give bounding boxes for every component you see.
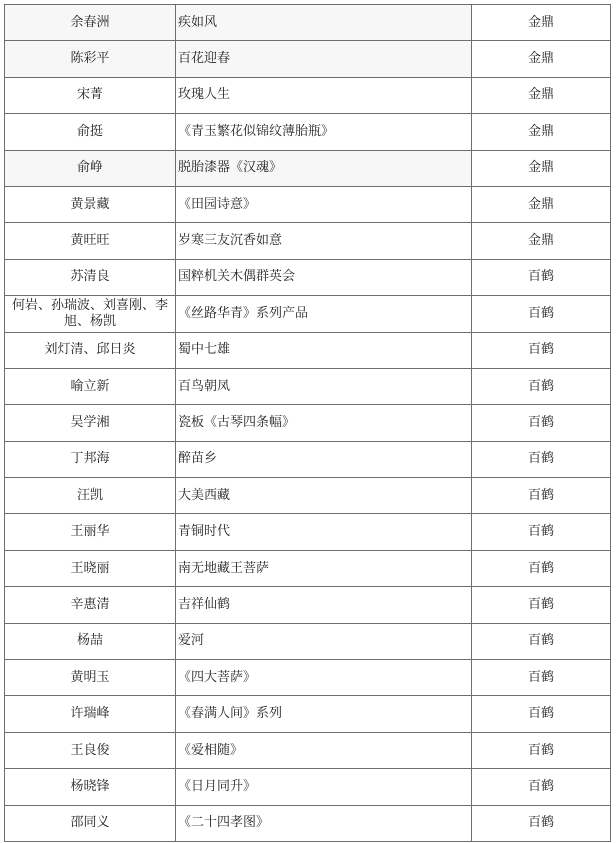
work-cell: 岁寒三友沉香如意 bbox=[176, 223, 472, 259]
work-cell: 百鸟朝凤 bbox=[176, 368, 472, 404]
name-cell: 吴学湘 bbox=[5, 405, 176, 441]
name-cell: 喻立新 bbox=[5, 368, 176, 404]
table-row bbox=[5, 696, 611, 732]
name-cell: 宋菁 bbox=[5, 77, 176, 113]
work-cell: 蜀中七雄 bbox=[176, 332, 472, 368]
award-cell: 百鹤 bbox=[472, 732, 611, 768]
table-row bbox=[5, 550, 611, 586]
name-cell: 黄旺旺 bbox=[5, 223, 176, 259]
table-row bbox=[5, 259, 611, 295]
work-cell: 醉苗乡 bbox=[176, 441, 472, 477]
table-row bbox=[5, 223, 611, 259]
work-cell: 南无地藏王菩萨 bbox=[176, 550, 472, 586]
table-row bbox=[5, 769, 611, 805]
work-cell: 《爱相随》 bbox=[176, 732, 472, 768]
table-row bbox=[5, 114, 611, 150]
name-cell: 汪凯 bbox=[5, 478, 176, 514]
award-cell: 百鹤 bbox=[472, 296, 611, 332]
name-cell: 许瑞峰 bbox=[5, 696, 176, 732]
table-row bbox=[5, 41, 611, 77]
name-cell: 邵同义 bbox=[5, 805, 176, 841]
award-cell: 百鹤 bbox=[472, 769, 611, 805]
award-cell: 百鹤 bbox=[472, 368, 611, 404]
award-cell: 百鹤 bbox=[472, 514, 611, 550]
award-cell: 金鼎 bbox=[472, 5, 611, 41]
award-cell: 金鼎 bbox=[472, 223, 611, 259]
name-cell: 王晓丽 bbox=[5, 550, 176, 586]
award-cell: 百鹤 bbox=[472, 587, 611, 623]
work-cell: 百花迎春 bbox=[176, 41, 472, 77]
name-cell: 辛惠清 bbox=[5, 587, 176, 623]
name-cell: 杨晓锋 bbox=[5, 769, 176, 805]
award-cell: 百鹤 bbox=[472, 623, 611, 659]
awards-table bbox=[4, 4, 611, 842]
name-cell: 丁邦海 bbox=[5, 441, 176, 477]
work-cell: 《春满人间》系列 bbox=[176, 696, 472, 732]
work-cell: 大美西藏 bbox=[176, 478, 472, 514]
award-cell: 百鹤 bbox=[472, 405, 611, 441]
table-row bbox=[5, 587, 611, 623]
name-cell: 苏清良 bbox=[5, 259, 176, 295]
work-cell: 《田园诗意》 bbox=[176, 186, 472, 222]
name-cell: 余春洲 bbox=[5, 5, 176, 41]
table-row bbox=[5, 623, 611, 659]
name-cell: 陈彩平 bbox=[5, 41, 176, 77]
work-cell: 国粹机关木偶群英会 bbox=[176, 259, 472, 295]
work-cell: 玫瑰人生 bbox=[176, 77, 472, 113]
name-cell: 何岩、孙瑞波、刘喜刚、李旭、杨凯 bbox=[5, 296, 176, 332]
work-cell: 《丝路华青》系列产品 bbox=[176, 296, 472, 332]
table-row bbox=[5, 150, 611, 186]
table-row bbox=[5, 478, 611, 514]
work-cell: 吉祥仙鹤 bbox=[176, 587, 472, 623]
work-cell: 瓷板《古琴四条幅》 bbox=[176, 405, 472, 441]
award-cell: 百鹤 bbox=[472, 441, 611, 477]
work-cell: 青铜时代 bbox=[176, 514, 472, 550]
name-cell: 俞峥 bbox=[5, 150, 176, 186]
award-cell: 百鹤 bbox=[472, 805, 611, 841]
name-cell: 俞挺 bbox=[5, 114, 176, 150]
name-cell: 黄明玉 bbox=[5, 660, 176, 696]
award-cell: 百鹤 bbox=[472, 660, 611, 696]
table-row bbox=[5, 441, 611, 477]
table-row bbox=[5, 805, 611, 841]
award-cell: 百鹤 bbox=[472, 550, 611, 586]
work-cell: 《青玉繁花似锦纹薄胎瓶》 bbox=[176, 114, 472, 150]
work-cell: 脱胎漆器《汉魂》 bbox=[176, 150, 472, 186]
award-cell: 金鼎 bbox=[472, 77, 611, 113]
table-row bbox=[5, 186, 611, 222]
work-cell: 《四大菩萨》 bbox=[176, 660, 472, 696]
name-cell: 杨喆 bbox=[5, 623, 176, 659]
awards-table-body bbox=[5, 5, 611, 842]
award-cell: 金鼎 bbox=[472, 150, 611, 186]
table-row bbox=[5, 405, 611, 441]
table-row bbox=[5, 5, 611, 41]
award-cell: 金鼎 bbox=[472, 41, 611, 77]
name-cell: 王丽华 bbox=[5, 514, 176, 550]
work-cell: 《日月同升》 bbox=[176, 769, 472, 805]
name-cell: 王良俊 bbox=[5, 732, 176, 768]
award-cell: 百鹤 bbox=[472, 259, 611, 295]
table-row bbox=[5, 732, 611, 768]
award-cell: 金鼎 bbox=[472, 114, 611, 150]
award-cell: 金鼎 bbox=[472, 186, 611, 222]
work-cell: 《二十四孝图》 bbox=[176, 805, 472, 841]
award-cell: 百鹤 bbox=[472, 478, 611, 514]
table-row bbox=[5, 296, 611, 332]
table-row bbox=[5, 368, 611, 404]
name-cell: 黄景藏 bbox=[5, 186, 176, 222]
table-row bbox=[5, 660, 611, 696]
work-cell: 疾如风 bbox=[176, 5, 472, 41]
award-cell: 百鹤 bbox=[472, 332, 611, 368]
name-cell: 刘灯清、邱日炎 bbox=[5, 332, 176, 368]
table-row bbox=[5, 332, 611, 368]
work-cell: 爱河 bbox=[176, 623, 472, 659]
table-row bbox=[5, 77, 611, 113]
award-cell: 百鹤 bbox=[472, 696, 611, 732]
table-row bbox=[5, 514, 611, 550]
